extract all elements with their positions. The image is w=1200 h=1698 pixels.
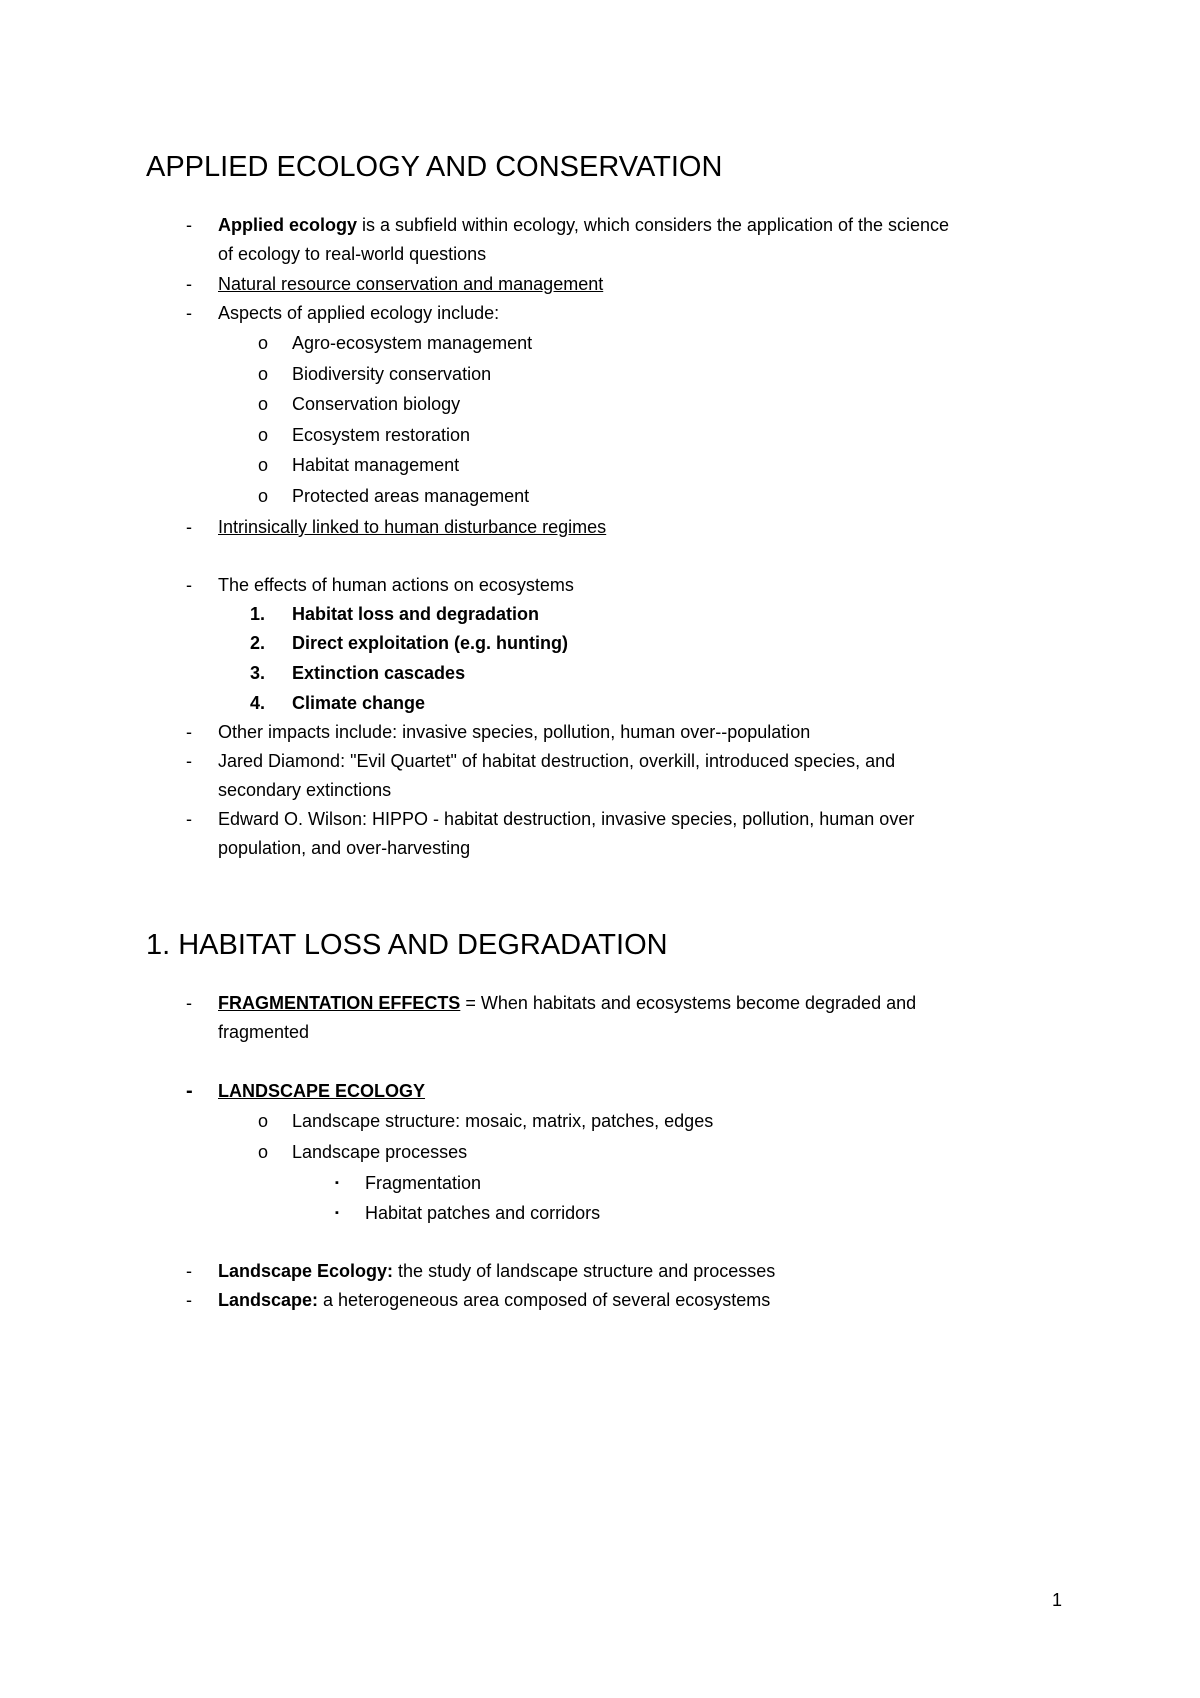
circle-bullet: o — [258, 455, 269, 475]
dash-bullet: - — [186, 274, 192, 294]
document-page: APPLIED ECOLOGY AND CONSERVATION - Applied ecology is a subfield within ecology, which considers the application of the science of ecology to real-world questions - Natural resource conservation and management - Aspects of applied ecology include: o Agro-ecosystem management o Biodiversity conservation o Conservation biology o Ecosystem restoration o Habitat management o Protected areas management - Intrinsically linked to human disturbance regimes - The effects of human actions on ecosystems 1. Habitat loss and degradation 2. Direct exploitation (e.g. hunting) 3. Extinction cascades 4. Climate change - Other impacts include: invasive species, pollution, human over--population - Jared Diamond: "Evil Quartet" of habitat destruction, overkill, introduced species, and secondary extinctions - Edward O. Wilson: HIPPO - habitat destruction, invasive species, pollution, human over population, and over-harvesting 1. HABITAT LOSS AND DEGRADATION - FRAGMENTATION EFFECTS = When habitats and ecosystems become degraded and fragmented - LANDSCAPE ECOLOGY o Landscape structure: mosaic, matrix, patches, edges o Landscape processes ▪ Fragmentation ▪ Habitat patches and corridors - Landscape Ecology: the study of landscape structure and processes - Landscape: a heterogeneous area composed of several ecosystems 1 — [146, 151, 1063, 1610]
circle-bullet: o — [258, 486, 269, 506]
dash-bullet: - — [186, 303, 192, 323]
bold-term: Landscape: — [218, 1290, 319, 1310]
underlined-text: Intrinsically linked to human disturbance regimes — [218, 517, 607, 537]
section-heading: 1. HABITAT LOSS AND DEGRADATION — [146, 929, 668, 961]
underlined-text: Natural resource conservation and management — [218, 274, 604, 294]
dash-bullet: - — [186, 1080, 193, 1102]
item-number: 4. — [250, 693, 266, 713]
page-number: 1 — [1052, 1590, 1063, 1610]
square-bullet: ▪ — [335, 1177, 339, 1189]
square-bullet: ▪ — [335, 1207, 339, 1219]
circle-bullet: o — [258, 333, 269, 353]
dash-bullet: - — [186, 215, 192, 235]
dash-bullet: - — [186, 1290, 192, 1310]
dash-bullet: - — [186, 993, 192, 1013]
item-number: 2. — [250, 633, 266, 653]
page-title: APPLIED ECOLOGY AND CONSERVATION — [146, 151, 723, 183]
circle-bullet: o — [258, 1142, 269, 1162]
item-number: 1. — [250, 604, 266, 624]
dash-bullet: - — [186, 751, 192, 771]
dash-bullet: - — [186, 722, 192, 742]
dash-bullet: - — [186, 809, 192, 829]
item-number: 3. — [250, 663, 266, 683]
dash-bullet: - — [186, 575, 192, 595]
bold-underlined-term: FRAGMENTATION EFFECTS — [218, 993, 461, 1013]
bold-term: Applied ecology — [218, 215, 358, 235]
circle-bullet: o — [258, 1111, 269, 1131]
dash-bullet: - — [186, 517, 192, 537]
dash-bullet: - — [186, 1261, 192, 1281]
circle-bullet: o — [258, 394, 269, 414]
circle-bullet: o — [258, 364, 269, 384]
bold-term: Landscape Ecology: — [218, 1261, 394, 1281]
subheading: LANDSCAPE ECOLOGY — [218, 1081, 426, 1101]
circle-bullet: o — [258, 425, 269, 445]
